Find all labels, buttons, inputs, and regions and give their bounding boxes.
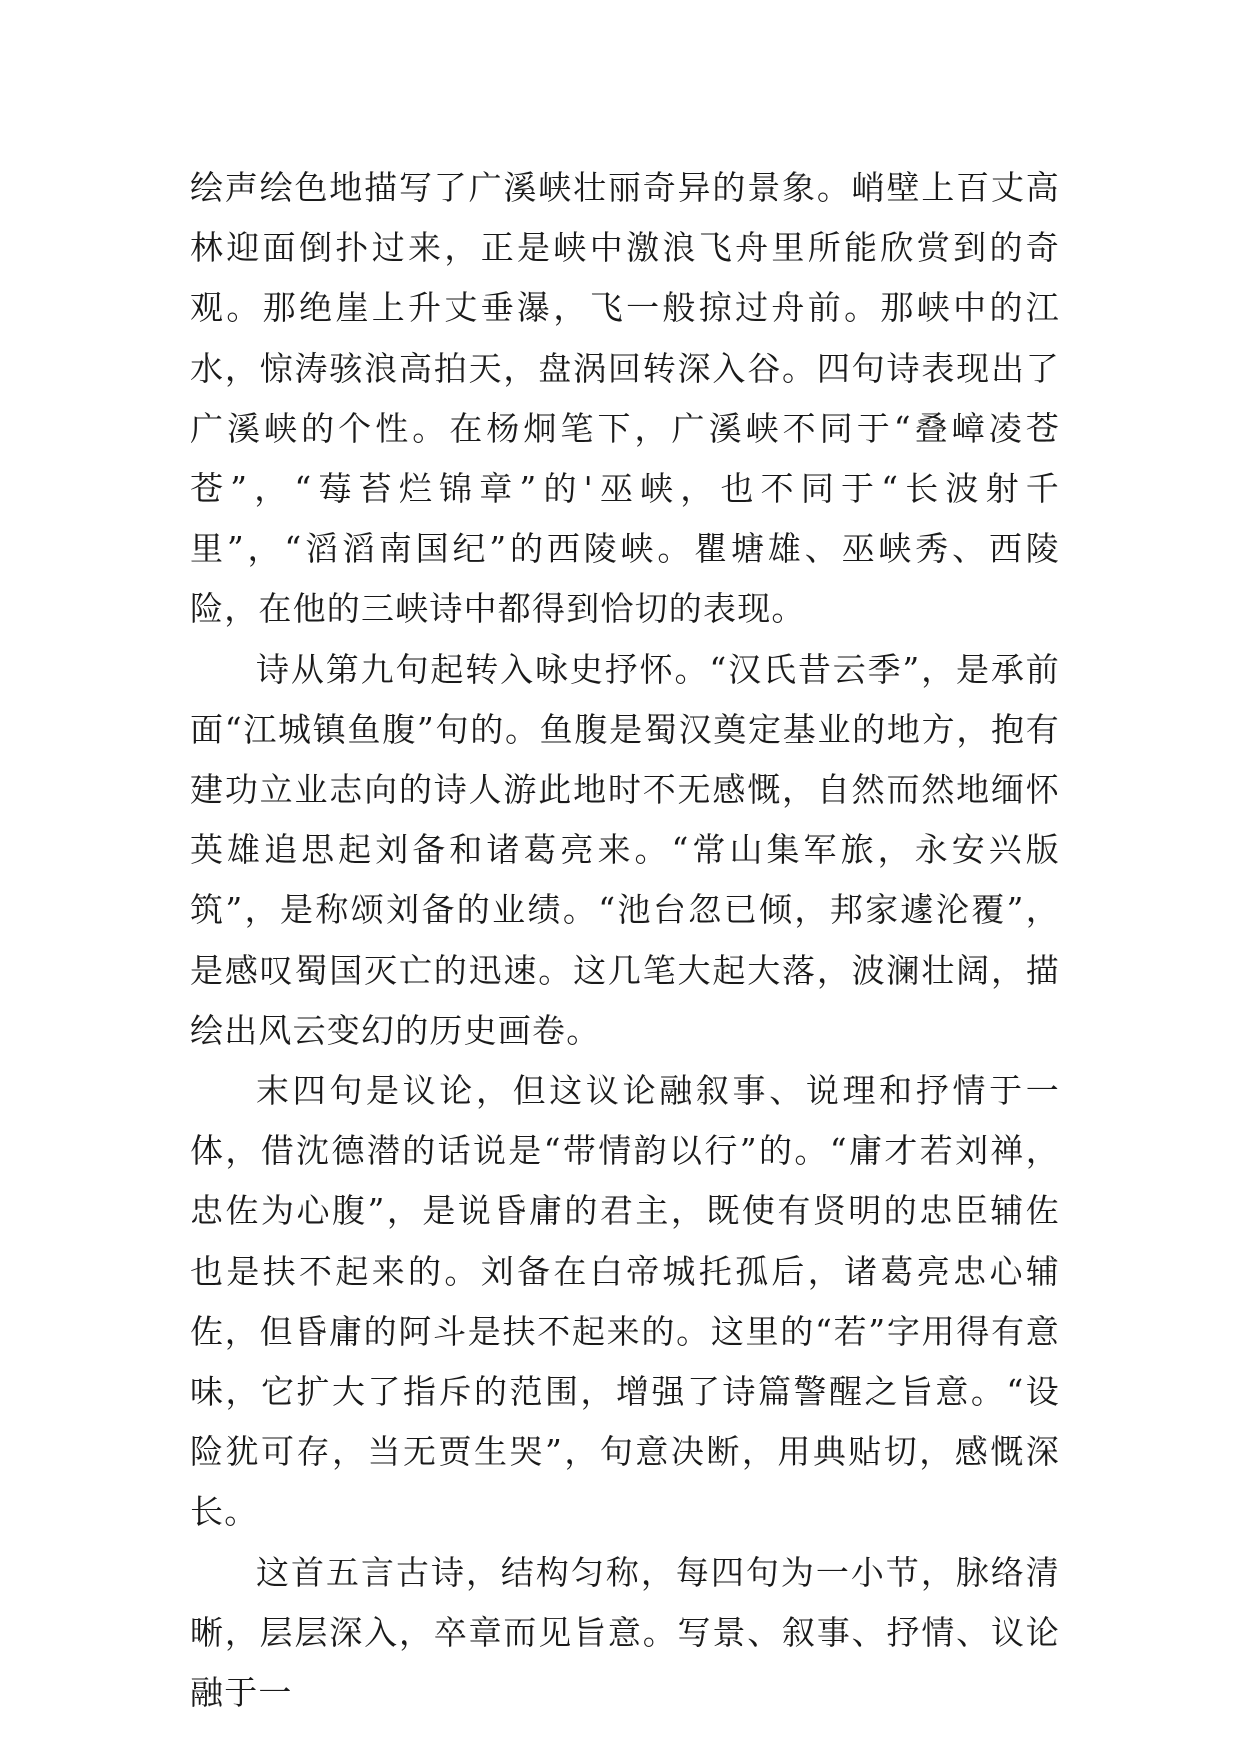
paragraph-structure: 这首五言古诗，结构匀称，每四句为一小节，脉络清晰，层层深入，卒章而见旨意。写景、叙事、抒情、议论融于一 — [190, 1552, 1060, 1713]
paragraph-commentary: 末四句是议论，但这议论融叙事、说理和抒情于一体，借沈德潜的话说是“带情韵以行”的。“庸才若刘禅，忠佐为心腹”，是说昏庸的君主，既使有贤明的忠臣辅佐也是扶不起来的。刘备在白帝城托孤后，诸葛亮忠心辅佐，但昏庸的阿斗是扶不起来的。这里的“若”字用得有意味，它扩大了指斥的范围，增强了诗篇警醒之旨意。“设险犹可存，当无贾生哭”，句意决断，用典贴切，感慨深长。 — [190, 1071, 1060, 1532]
paragraph-history: 诗从第九句起转入咏史抒怀。“汉氏昔云季”，是承前面“江城镇鱼腹”句的。鱼腹是蜀汉奠定基业的地方，抱有建功立业志向的诗人游此地时不无感慨，自然而然地缅怀英雄追思起刘备和诸葛亮来。“常山集军旅，永安兴版筑”，是称颂刘备的业绩。“池台忽已倾，邦家遽沦覆”，是感叹蜀国灭亡的迅速。这几笔大起大落，波澜壮阔，描绘出风云变幻的历史画卷。 — [190, 649, 1060, 1050]
body-text — [190, 158, 1060, 1723]
paragraph-continuation: 绘声绘色地描写了广溪峡壮丽奇异的景象。峭壁上百丈高林迎面倒扑过来，正是峡中激浪飞舟里所能欣赏到的奇观。那绝崖上升丈垂瀑，飞一般掠过舟前。那峡中的江水，惊涛骇浪高拍天，盘涡回转深入谷。四句诗表现出了广溪峡的个性。在杨炯笔下，广溪峡不同于“叠嶂凌苍苍”，“莓苔烂锦章”的'巫峡，也不同于“长波射千里”，“滔滔南国纪”的西陵峡。瞿塘雄、巫峡秀、西陵险，在他的三峡诗中都得到恰切的表现。 — [190, 168, 1060, 629]
